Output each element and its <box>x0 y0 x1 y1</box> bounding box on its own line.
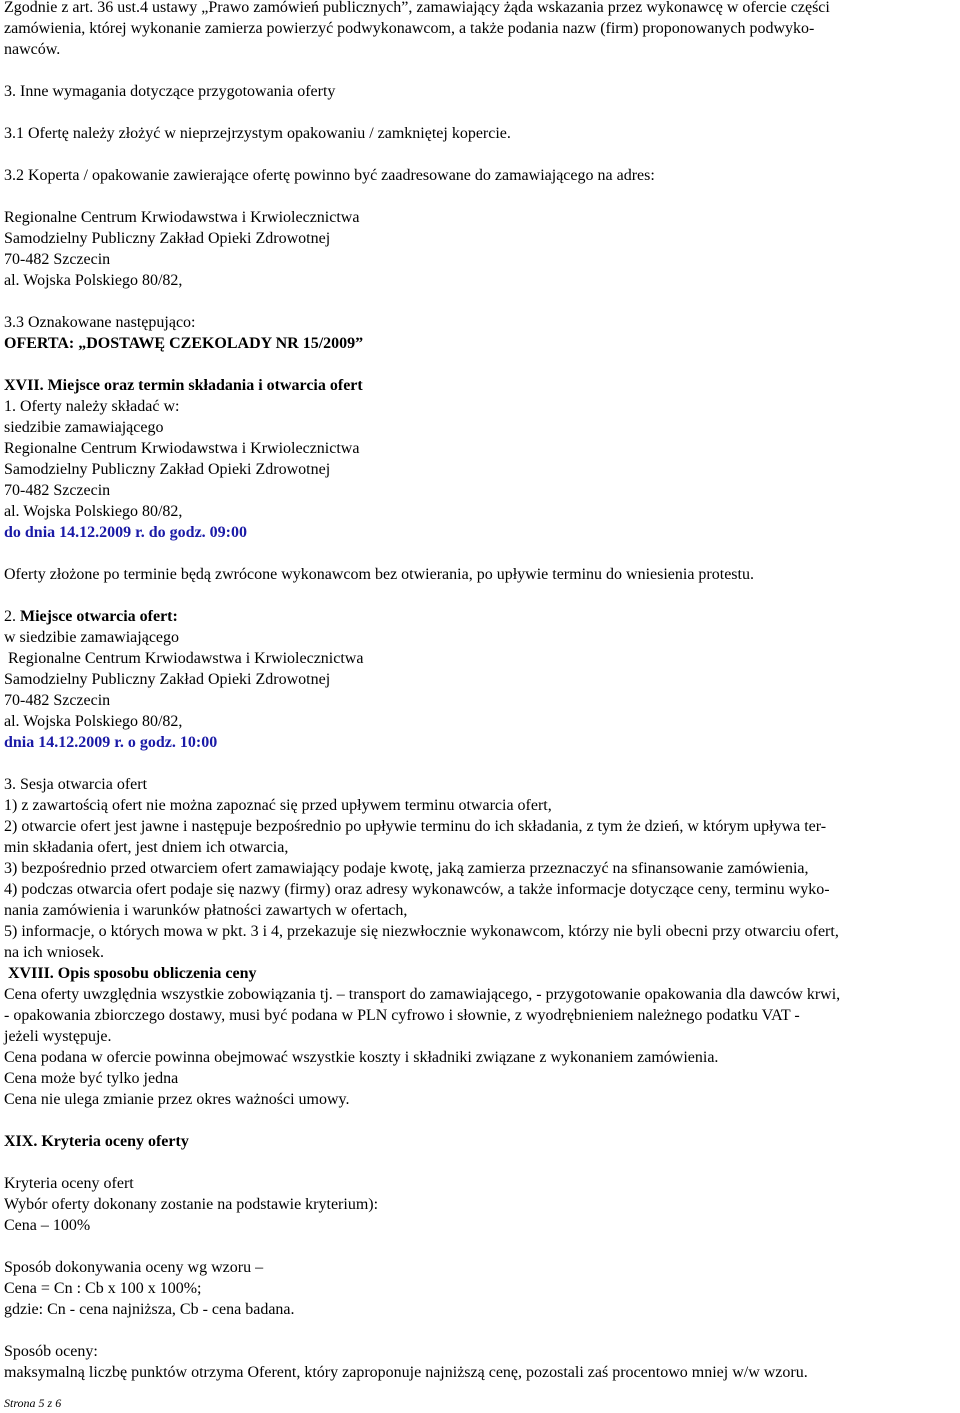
xvii-street-b: al. Wojska Polskiego 80/82, <box>4 713 183 730</box>
xvii-point-2 <box>4 606 958 627</box>
intro-line-2: zamówienia, której wykonanie zamierza powierzyć podwykonawcom, a także podania nazw (firm) proponowanych podwyko- <box>4 20 815 37</box>
address-city: 70-482 Szczecin <box>4 251 111 268</box>
xvii-point-1-location: siedzibie zamawiającego <box>4 419 164 436</box>
session-item-5a: 5) informacje, o których mowa w pkt. 3 i 4, przekazuje się niezwłocznie wykonawcom, którzy nie byli obecni przy otwarciu ofert, <box>4 923 839 940</box>
evaluation-method: Sposób dokonywania oceny wg wzoru – <box>4 1259 264 1276</box>
section-xix-heading: XIX. Kryteria oceny oferty <box>4 1133 189 1150</box>
evaluation-title: Sposób oceny: <box>4 1343 98 1360</box>
session-item-4b: nania zamówienia i warunków płatności zawartych w ofertach, <box>4 902 408 919</box>
session-item-4a: 4) podczas otwarcia ofert podaje się nazwy (firmy) oraz adresy wykonawców, a także informacje dotyczące ceny, terminu wyko- <box>4 881 830 898</box>
submission-deadline: do dnia 14.12.2009 r. do godz. 09:00 <box>4 524 247 541</box>
price-line-6: Cena nie ulega zmianie przez okres ważności umowy. <box>4 1091 350 1108</box>
session-item-3: 3) bezpośrednio przed otwarciem ofert zamawiający podaje kwotę, jaką zamierza przeznaczyć na sfinansowanie zamówienia, <box>4 860 809 877</box>
section-xviii-heading: XVIII. Opis sposobu obliczenia ceny <box>8 965 257 982</box>
session-item-2a: 2) otwarcie ofert jest jawne i następuje bezpośrednio po upływie terminu do ich składania, z tym że dzień, w którym upływa ter- <box>4 818 827 835</box>
session-item-5b: na ich wniosek. <box>4 944 104 961</box>
xvii-street: al. Wojska Polskiego 80/82, <box>4 503 183 520</box>
price-line-2: - opakowania zbiorczego dostawy, musi być podana w PLN cyfrowo i słownie, z wyodrębnieniem należnego podatku VAT - <box>4 1007 800 1024</box>
session-item-2b: min składania ofert, jest dniem ich otwarcia, <box>4 839 289 856</box>
opening-date: dnia 14.12.2009 r. o godz. 10:00 <box>4 734 218 751</box>
evaluation-formula: Cena = Cn : Cb x 100 x 100%; <box>4 1280 202 1297</box>
evaluation-legend: gdzie: Cn - cena najniższa, Cb - cena badana. <box>4 1301 295 1318</box>
price-line-5: Cena może być tylko jedna <box>4 1070 179 1087</box>
xvii-point-1: 1. Oferty należy składać w: <box>4 398 180 415</box>
xvii-city: 70-482 Szczecin <box>4 482 111 499</box>
section-3-heading: 3. Inne wymagania dotyczące przygotowania oferty <box>4 83 336 100</box>
late-offers-note: Oferty złożone po terminie będą zwrócone wykonawcom bez otwierania, po upływie terminu do wniesienia protestu. <box>4 566 754 583</box>
intro-line-1: Zgodnie z art. 36 ust.4 ustawy „Prawo zamówień publicznych”, zamawiający żąda wskazania przez wykonawcę w ofercie części <box>4 0 830 16</box>
xvii-organization-b: Regionalne Centrum Krwiodawstwa i Krwiolecznictwa <box>8 650 364 667</box>
criteria-basis: Wybór oferty dokonany zostanie na podstawie kryterium): <box>4 1196 379 1213</box>
paragraph-3-2: 3.2 Koperta / opakowanie zawierające ofertę powinno być zaadresowane do zamawiającego na adres: <box>4 167 655 184</box>
xvii-organization-2: Samodzielny Publiczny Zakład Opieki Zdrowotnej <box>4 461 331 478</box>
xvii-city-b: 70-482 Szczecin <box>4 692 111 709</box>
xvii-point-2-title: Miejsce otwarcia ofert: <box>20 608 178 625</box>
price-line-3: jeżeli występuje. <box>4 1028 112 1045</box>
criteria-title: Kryteria oceny ofert <box>4 1175 134 1192</box>
xvii-point-2-location: w siedzibie zamawiającego <box>4 629 180 646</box>
xvii-point-3: 3. Sesja otwarcia ofert <box>4 776 148 793</box>
session-item-1: 1) z zawartością ofert nie można zapoznać się przed upływem terminu otwarcia ofert, <box>4 797 552 814</box>
xvii-point-2-number: 2. <box>4 608 20 625</box>
paragraph-3-3: 3.3 Oznakowane następująco: <box>4 314 196 331</box>
intro-line-3: nawców. <box>4 41 61 58</box>
offer-marking: OFERTA: „DOSTAWĘ CZEKOLADY NR 15/2009” <box>4 335 364 352</box>
page-number: Strona 5 z 6 <box>4 1396 62 1410</box>
address-organization: Regionalne Centrum Krwiodawstwa i Krwiolecznictwa <box>4 209 360 226</box>
xvii-organization: Regionalne Centrum Krwiodawstwa i Krwiolecznictwa <box>4 440 360 457</box>
price-line-4: Cena podana w ofercie powinna obejmować wszystkie koszty i składniki związane z wykonaniem zamówienia. <box>4 1049 719 1066</box>
section-xvii-heading: XVII. Miejsce oraz termin składania i otwarcia ofert <box>4 377 363 394</box>
evaluation-description: maksymalną liczbę punktów otrzyma Oferent, który zaproponuje najniższą cenę, pozostali zaś procentowo mniej w/w wzoru. <box>4 1364 808 1381</box>
price-line-1: Cena oferty uwzględnia wszystkie zobowiązania tj. – transport do zamawiającego, - przygotowanie opakowania dla dawców krwi, <box>4 986 841 1003</box>
criteria-price-weight: Cena – 100% <box>4 1217 91 1234</box>
address-street: al. Wojska Polskiego 80/82, <box>4 272 183 289</box>
address-organization-2: Samodzielny Publiczny Zakład Opieki Zdrowotnej <box>4 230 331 247</box>
xvii-organization-2-b: Samodzielny Publiczny Zakład Opieki Zdrowotnej <box>4 671 331 688</box>
paragraph-3-1: 3.1 Ofertę należy złożyć w nieprzejrzystym opakowaniu / zamkniętej kopercie. <box>4 125 511 142</box>
